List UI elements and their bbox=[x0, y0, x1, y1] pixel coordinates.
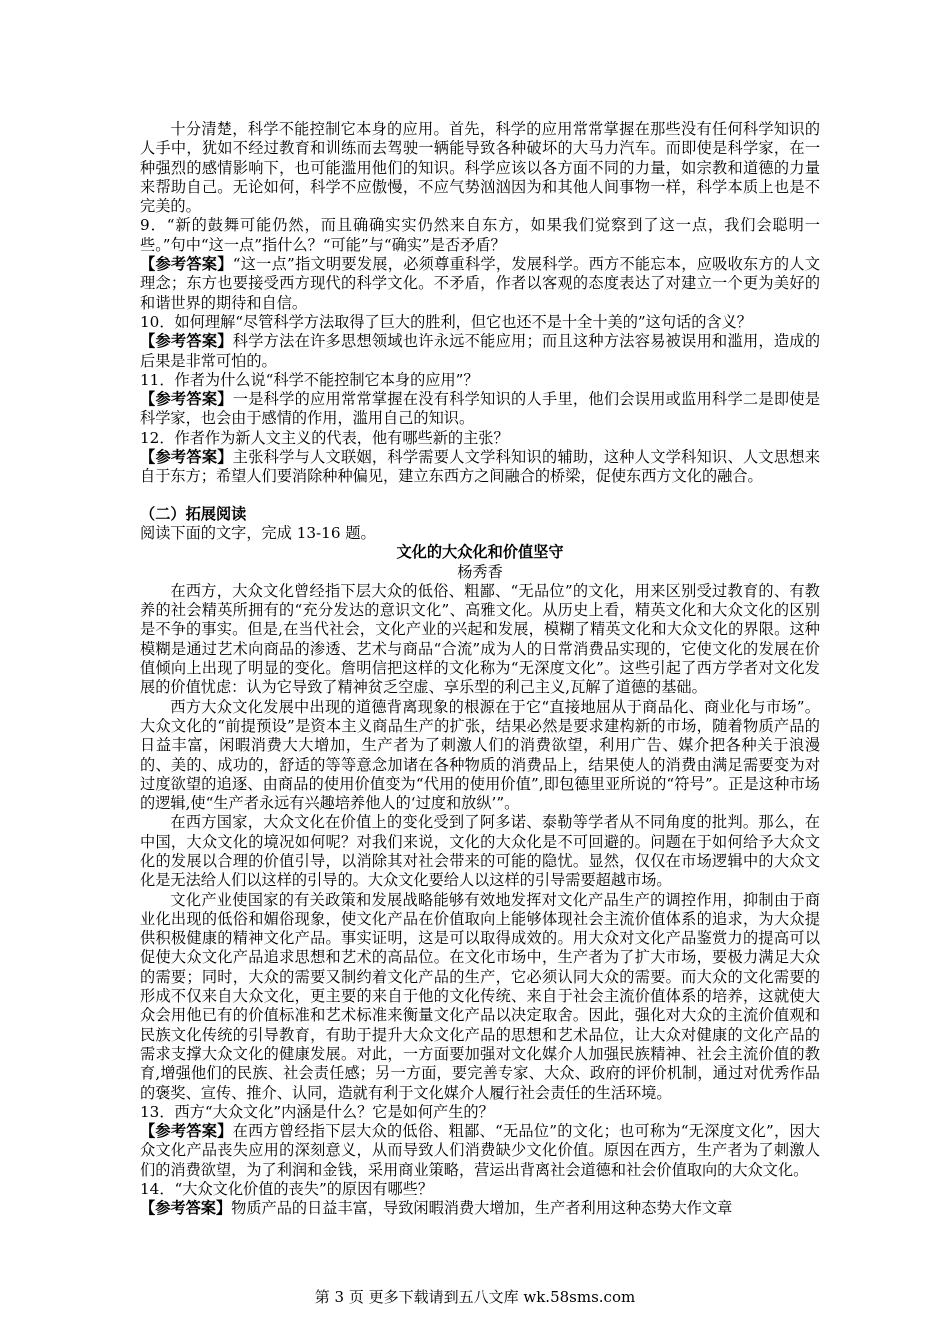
answer-11 bbox=[140, 390, 820, 429]
answer-13 bbox=[140, 1122, 820, 1180]
answer-text: 物质产品的日益丰富，导致闲暇消费大增加，生产者利用这种态势大作文章 bbox=[231, 1199, 733, 1218]
answer-10 bbox=[140, 332, 820, 371]
answer-tag: 【参考答案】 bbox=[140, 1199, 232, 1218]
qa-block-1 bbox=[140, 216, 820, 486]
answer-tag: 【参考答案】 bbox=[140, 390, 233, 409]
question-9: 9．“新的鼓舞可能仍然，而且确确实实仍然来自东方，如果我们觉察到了这一点，我们会聪明一些。”句中“这一点”指什么？“可能”与“确实”是否矛盾？ bbox=[140, 216, 820, 254]
answer-text: “这一点”指文明要发展，必须尊重科学，发展科学。西方不能忘本，应吸收东方的人文理念；东方也要接受西方现代的科学文化。不矛盾，作者以客观的态度表达了对建立一个更为美好的和谐世界的期待和自信。 bbox=[140, 255, 821, 312]
section-heading: （二）拓展阅读 bbox=[140, 504, 247, 523]
question-12: 12．作者作为新人文主义的代表，他有哪些新的主张？ bbox=[140, 428, 509, 447]
section-instruction: 阅读下面的文字，完成 13-16 题。 bbox=[140, 523, 376, 542]
answer-text: 主张科学与人文联姻，科学需要人文学科知识的辅助，这种人文学科知识、人文思想来自于东方；希望人们要消除种种偏见，建立东西方之间融合的桥梁，促使东西方文化的融合。 bbox=[140, 448, 821, 486]
question-13: 13．西方“大众文化”内涵是什么？它是如何产生的？ bbox=[140, 1102, 494, 1121]
qa-block-2 bbox=[140, 1103, 820, 1219]
article-author: 杨秀香 bbox=[457, 562, 503, 581]
article-paragraph-4: 文化产业使国家的有关政策和发展战略能够有效地发挥对文化产品生产的调控作用，抑制由于商业化出现的低俗和媚俗现象，使文化产品在价值取向上能够体现社会主流价值体系的追求，为大众提供积极健康的精神文化产品。事实证明，这是可以取得成效的。用大众对文化产品鉴赏力的提高可以促使大众文化产品追求思想和艺术的高品位。在文化市场中，生产者为了扩大市场，要极力满足大众的需要；同时，大众的需要又制约着文化产品的生产，它必须认同大众的需要。而大众的文化需要的形成不仅来自大众文化，更主要的来自于他的文化传统、来自于社会主流价值体系的培养，这就使大众会用他已有的价值标准和艺术标准来衡量文化产品以决定取舍。因此，强化对大众的主流价值观和民族文化传统的引导教育，有助于提升大众文化产品的思想和艺术品位，让大众对健康的文化产品的需求支撑大众文化的健康发展。对此，一方面要加强对文化媒介人加强民族精神、社会主流价值的教育,增强他们的民族、社会责任感；另一方面，要完善专家、大众、政府的评价机制，通过对优秀作品的褒奖、宣传、推介、认同，造就有利于文化媒介人履行社会责任的生活环境。 bbox=[140, 890, 820, 1102]
question-14: 14．“大众文化价值的丧失”的原因有哪些？ bbox=[140, 1180, 434, 1199]
answer-tag: 【参考答案】 bbox=[140, 1122, 233, 1141]
article-paragraph-3: 在西方国家，大众文化在价值上的变化受到了阿多诺、泰勒等学者从不同角度的批判。那么，在中国，大众文化的境况如何呢？对我们来说，文化的大众化是不可回避的。问题在于如何给予大众文化的发展以合理的价值引导，以消除其对社会带来的可能的隐忧。显然，仅仅在市场逻辑中的大众文化是无法给人们以这样的引导的。大众文化要给人以这样的引导需要超越市场。 bbox=[140, 813, 820, 890]
question-10: 10．如何理解“尽管科学方法取得了巨大的胜利，但它也还不是十全十美的”这句话的含义？ bbox=[140, 312, 752, 331]
answer-tag: 【参考答案】 bbox=[140, 332, 233, 351]
answer-14 bbox=[140, 1199, 820, 1218]
answer-text: 科学方法在许多思想领域也许永远不能应用；而且这种方法容易被误用和滥用，造成的后果是非常可怕的。 bbox=[140, 332, 821, 370]
article-paragraph-2: 西方大众文化发展中出现的道德背离现象的根源在于它“直接地屈从于商品化、商业化与市场”。大众文化的“前提预设”是资本主义商品生产的扩张，结果必然是要求建构新的市场，随着物质产品的日益丰富，闲暇消费大大增加，生产者为了刺激人们的消费欲望，利用广告、媒介把各种关于浪漫的、美的、成功的，舒适的等等意念加诸在各种物质的消费品上，结果使人的消费由满足需要变为对过度欲望的追逐、由商品的使用价值变为“代用的使用价值”,即包德里亚所说的“符号”。正是这种市场的逻辑,使“生产者永远有兴趣培养他人的‘过度和放纵’”。 bbox=[140, 697, 820, 813]
answer-tag: 【参考答案】 bbox=[140, 255, 233, 274]
article-paragraph-1: 在西方，大众文化曾经指下层大众的低俗、粗鄙、“无品位”的文化，用来区别受过教育的、有教养的社会精英所拥有的“充分发达的意识文化”、高雅文化。从历史上看，精英文化和大众文化的区别是不争的事实。但是,在当代社会，文化产业的兴起和发展，模糊了精英文化和大众文化的界限。这种模糊是通过艺术向商品的渗透、艺术与商品“合流”成为人的日常消费品实现的，它使文化的发展在价值倾向上出现了明显的变化。詹明信把这样的文化称为“无深度文化”。这些引起了西方学者对文化发展的价值忧虑：认为它导致了精神贫乏空虚、享乐型的利己主义,瓦解了道德的基础。 bbox=[140, 581, 820, 697]
question-11: 11．作者为什么说“科学不能控制它本身的应用”？ bbox=[140, 370, 479, 389]
page-footer: 第 3 页 更多下载请到五八文库 wk.58sms.com bbox=[314, 1288, 636, 1306]
article-title: 文化的大众化和价值坚守 bbox=[396, 543, 564, 562]
answer-text: 在西方曾经指下层大众的低俗、粗鄙、“无品位”的文化；也可称为“无深度文化”，因大众文化产品丧失应用的深刻意义，从而导致人们消费缺少文化价值。原因在西方，生产者为了刺激人们的消费欲望，为了利润和金钱，采用商业策略，营运出背离社会道德和社会价值取向的大众文化。 bbox=[140, 1122, 821, 1179]
intro-paragraph: 十分清楚，科学不能控制它本身的应用。首先，科学的应用常常掌握在那些没有任何科学知识的人手中，犹如不经过教育和训练而去驾驶一辆能导致各种破坏的大马力汽车。而即使是科学家，在一种强烈的感情影响下，也可能滥用他们的知识。科学应该以各方面不同的力量，如宗教和道德的力量来帮助自己。无论如何，科学不应傲慢，不应气势汹汹因为和其他人间事物一样，科学本质上也是不完美的。 bbox=[140, 120, 820, 216]
answer-text: 一是科学的应用常常掌握在没有科学知识的人手里，他们会误用或监用科学二是即使是科学家，也会由于感情的作用，滥用自己的知识。 bbox=[140, 390, 821, 428]
answer-9 bbox=[140, 255, 820, 313]
document-page bbox=[140, 120, 820, 1219]
answer-12 bbox=[140, 448, 820, 487]
answer-tag: 【参考答案】 bbox=[140, 448, 233, 467]
